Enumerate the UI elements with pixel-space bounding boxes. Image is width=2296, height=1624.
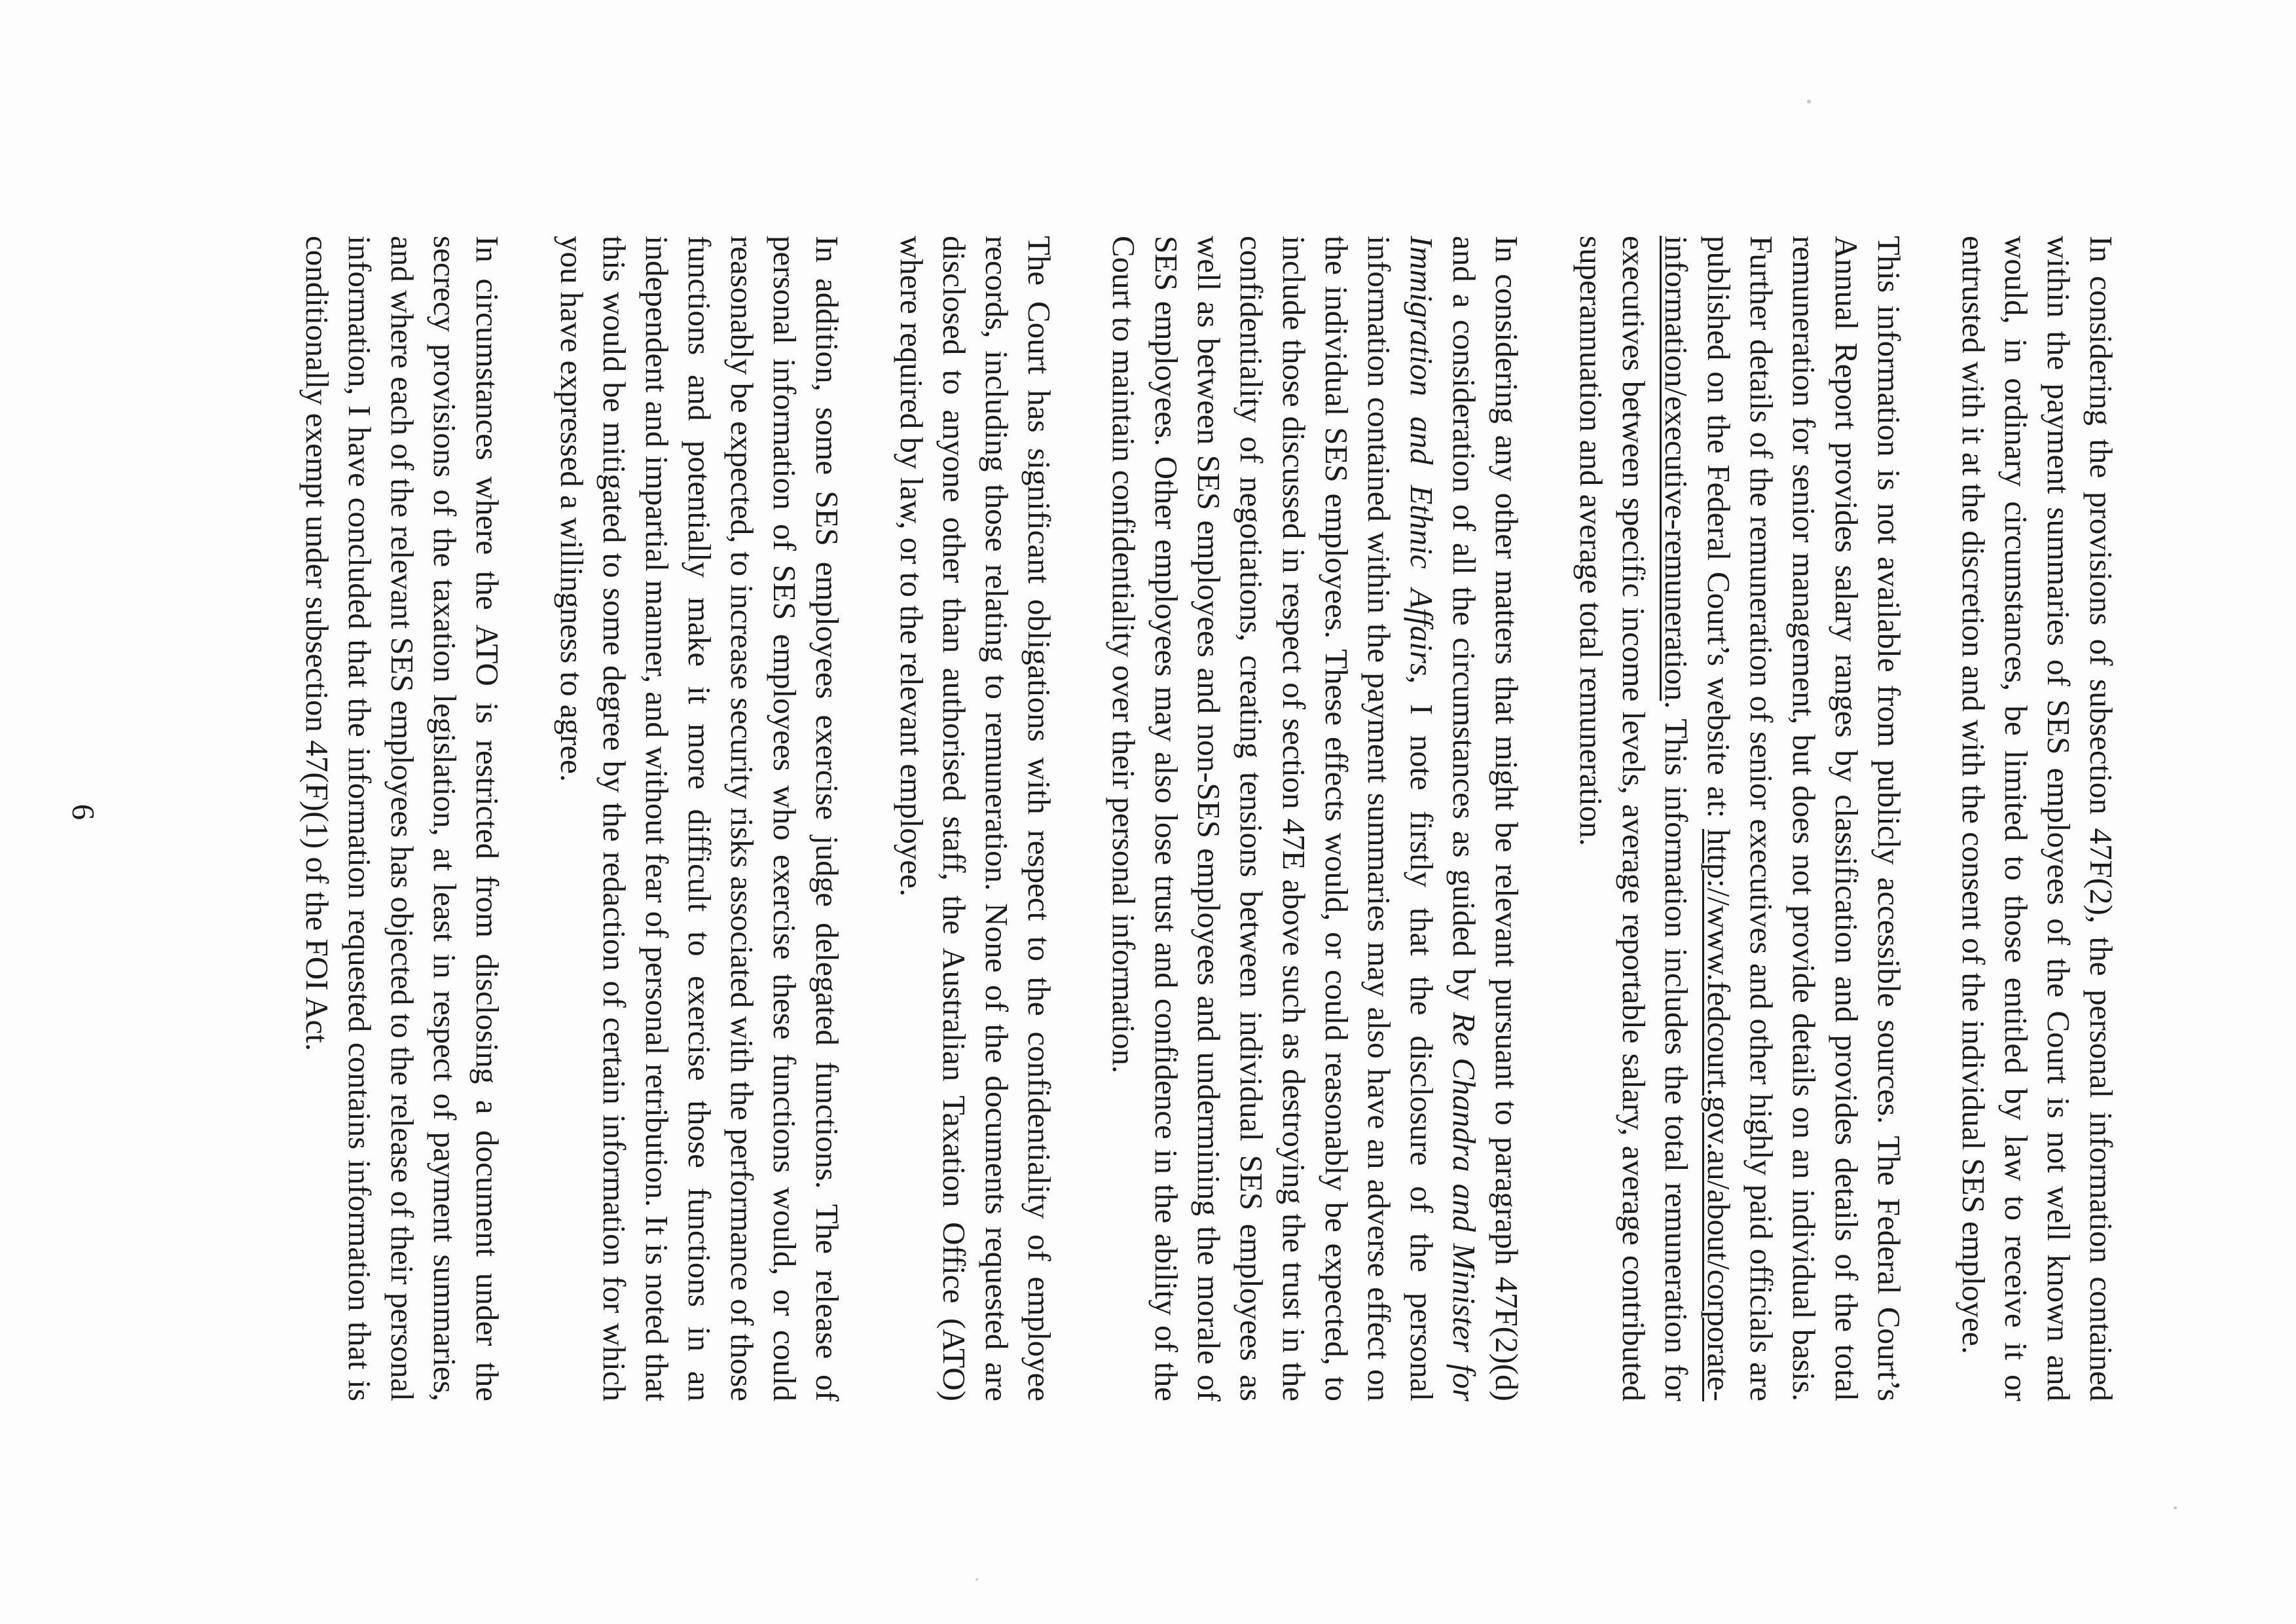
page-number: 6 xyxy=(65,803,101,821)
case-citation: Re Chandra and Minister for Immigration and Ethnic Affairs xyxy=(1404,236,1482,1401)
paragraph-text: This information is not available from publicly accessible sources. The Federal Court’s Annual Report provides salary ranges by classification and provides details of the total remuneration for senior management, but does not provide details on an individual basis. Further details of the remuneration of senior executives and other highly paid officials are published on the Federal Court’s website at: xyxy=(1701,236,1907,1401)
paragraph-judge-delegated-functions xyxy=(551,236,848,1401)
executive-remuneration-link[interactable]: http://www.fedcourt.gov.au/about/corporate-information/executive-remuneration xyxy=(1658,236,1737,1401)
paragraph-text: , I note firstly that the disclosure of the personal information contained within the payment summaries may also have an adverse effect on the individual SES employees. These effects would, or could reasonably be expected, to include those discussed in respect of section 47E above such as destroying the trust in the confidentiality of negotiations, creating tensions between individual SES employees as well as between SES employees and non-SES employees and undermining the morale of SES employees. Other employees may also lose trust and confidence in the ability of the Court to maintain confidentiality over their personal information. xyxy=(1106,236,1440,1401)
paragraph-text: In circumstances where the ATO is restricted from disclosing a document under the secrecy provisions of the taxation legislation, at least in respect of payment summaries, and where each of the relevant SES employees has objected to the release of their personal information, I have concluded that the information requested contains information that is conditionally exempt under subsection 47(F)(1) of the FOI Act. xyxy=(299,236,505,1401)
paragraph-text: In considering any other matters that might be relevant pursuant to paragraph 47F(2)(d) and a consideration of all the circumstances as guided by xyxy=(1446,236,1525,1401)
paragraph-conclusion xyxy=(296,236,509,1401)
paragraph-text: In considering the provisions of subsection 47F(2), the personal information contained within the payment summaries of SES employees of the Court is not well known and would, in ordinary circumstances, be limited to those entitled by law to receive it or entrusted with it at the discretion and with the consent of the individual SES employee. xyxy=(1956,236,2119,1401)
paragraph-public-sources xyxy=(1570,236,1910,1401)
paragraph-text: The Court has significant obligations with respect to the confidentiality of employee records, including those relating to remuneration. None of the documents requested are disclosed to anyone other than authorised staff, the Australian Taxation Office (ATO) where required by law, or to the relevant employee. xyxy=(894,236,1057,1401)
paragraph-other-matters xyxy=(1102,236,1528,1401)
paragraph-text: . This information includes the total remuneration for executives between specific income levels, average reportable salary, average contributed superannuation and average total remuneration. xyxy=(1573,236,1694,1401)
scan-speck xyxy=(1807,100,1811,103)
paragraph-confidentiality-obligations xyxy=(890,236,1061,1401)
paragraph-text: In addition, some SES employees exercise judge delegated functions. The release of personal information of SES employees who exercise these functions would, or could reasonably be expected, to increase security risks associated with the performance of those functions and potentially make it more difficult to exercise those functions in an independent and impartial manner, and without fear of personal retribution. It is noted that this would be mitigated to some degree by the redaction of certain information for which you have expressed a willingness to agree. xyxy=(554,236,845,1401)
paragraph-subsection-47f2 xyxy=(1952,236,2123,1401)
scan-speck xyxy=(975,1578,978,1581)
scan-speck xyxy=(2174,1506,2177,1509)
